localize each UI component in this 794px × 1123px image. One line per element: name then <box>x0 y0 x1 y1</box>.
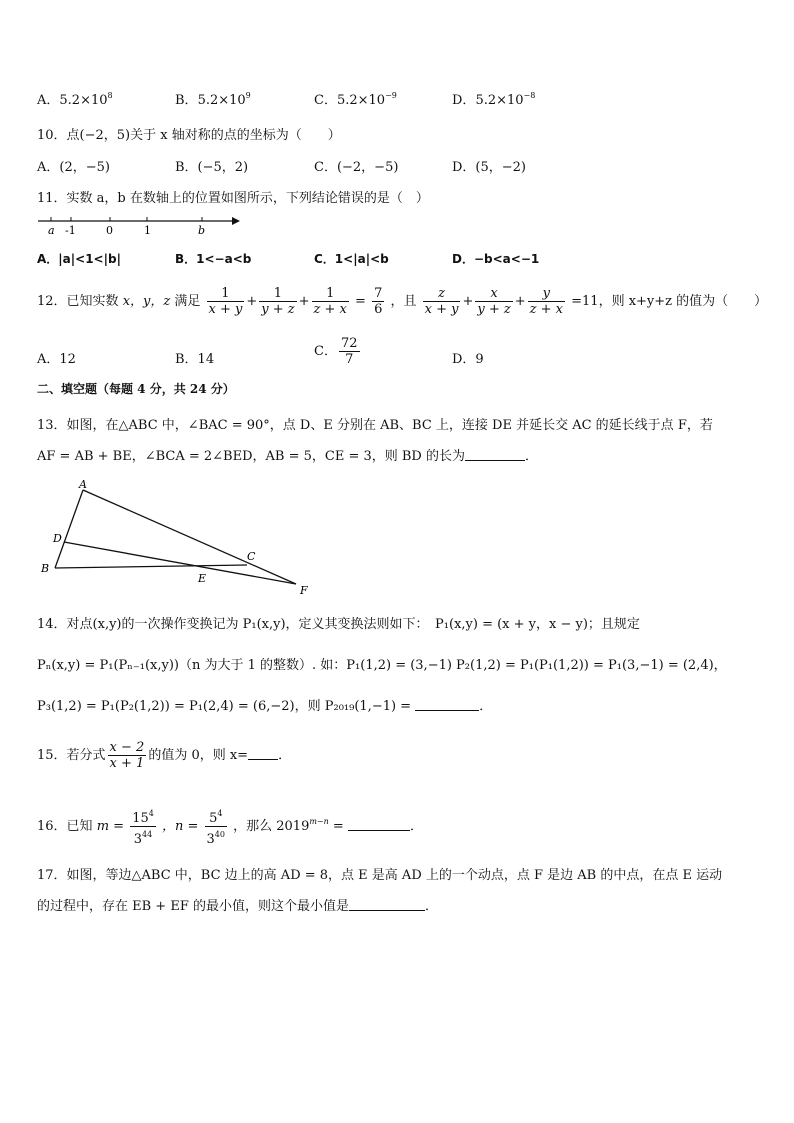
q16-stem: 16．已知 m = $\frac{15^4}{3^{44}}$ ，n = $\frac{5^4}{3^{40}}$ ，那么 $2019^{m-n}$ = ． <box>37 806 423 847</box>
q17-answer-blank <box>349 898 425 911</box>
section-title: 二、填空题（每题 4 分，共 24 分） <box>37 382 235 396</box>
q11-option-b: B．1<−a<b <box>175 252 252 266</box>
label-C: C <box>247 550 256 563</box>
q16-answer-blank <box>348 818 410 831</box>
q14-line1: 14．对点(x,y)的一次操作变换记为 P₁(x,y)，定义其变换法则如下： P₁(x,y) = (x + y，x − y)；且规定 <box>37 617 640 632</box>
q9-option-d: D．$5.2\times 10^{-8}$ <box>452 91 536 108</box>
q12-option-b: B．14 <box>175 352 215 367</box>
q12-frac-4: $\frac{z}{x + y}$ <box>424 286 459 317</box>
segment-df <box>64 542 296 584</box>
q13-answer-blank <box>465 448 525 461</box>
label-B: B <box>41 562 50 575</box>
q12-stem: 12．已知实数 x，y，z 满足 $\frac{1}{x + y}$ + $\frac{1}{y + z}$ + $\frac{1}{z + x}$ = $\frac{7}{6}$ ，且 $\frac{z}{x + y}$ + $\frac{x}{y + z}$ + $\frac{y}{z + x}$ =11，则 x+y+z 的值为（ ） <box>37 286 768 317</box>
q9-option-a: A．$5.2\times 10^8$ <box>37 91 113 108</box>
q15-stem: 15．若分式 $\frac{x - 2}{x + 1}$ 的值为 0，则 x= ． <box>37 740 292 771</box>
q12-frac-5: $\frac{x}{y + z}$ <box>477 286 511 317</box>
label-D: D <box>53 532 62 545</box>
q12-frac-3: $\frac{1}{z + x}$ <box>313 286 347 317</box>
q14-line3: P₃(1,2) = P₁(P₂(1,2)) = P₁(2,4) = (6,−2)，则 P₂₀₁₉(1,−1) = ． <box>37 699 493 714</box>
q10-stem: 10．点(−2，5)关于 x 轴对称的点的坐标为（ ） <box>37 128 341 143</box>
q16-m-fraction: $\frac{15^4}{3^{44}}$ <box>130 806 156 847</box>
q10-option-b: B．(−5，2) <box>175 160 249 175</box>
q12-frac-result: $\frac{7}{6}$ <box>374 286 383 317</box>
q12-frac-6: $\frac{y}{z + x}$ <box>529 286 563 317</box>
q14-answer-blank <box>415 698 479 711</box>
label-1: 1 <box>144 224 151 237</box>
label-E: E <box>198 572 207 585</box>
q11-option-a: A．|a|<1<|b| <box>37 252 121 266</box>
segment-af <box>83 490 296 584</box>
number-line-arrow <box>232 217 240 225</box>
label-a: a <box>48 224 55 237</box>
q17-line2: 的过程中，存在 EB + EF 的最小值，则这个最小值是 ． <box>37 899 438 914</box>
label-0: 0 <box>106 224 113 237</box>
q11-option-d: D．−b<a<−1 <box>452 252 540 266</box>
label-b: b <box>198 224 206 237</box>
q16-n-fraction: $\frac{5^4}{3^{40}}$ <box>205 806 227 847</box>
q11-stem: 11．实数 a，b 在数轴上的位置如图所示，下列结论错误的是（ ） <box>37 191 429 206</box>
label-neg1: -1 <box>65 224 76 237</box>
q12-frac-1: $\frac{1}{x + y}$ <box>208 286 243 317</box>
q12-frac-2: $\frac{1}{y + z}$ <box>261 286 295 317</box>
q11-option-c: C．1<|a|<b <box>314 252 389 266</box>
q10-option-a: A．(2，−5) <box>37 160 110 175</box>
q9-option-c: C．$5.2\times 10^{-9}$ <box>314 91 397 108</box>
segment-ab <box>55 490 83 568</box>
q13-line2: AF = AB + BE，∠BCA = 2∠BED，AB = 5，CE = 3，则 BD 的长为 ． <box>37 449 539 464</box>
q11-number-line <box>36 212 246 240</box>
q12-option-a: A．12 <box>37 352 76 367</box>
label-F: F <box>300 584 308 596</box>
q10-option-c: C．(−2，−5) <box>314 160 399 175</box>
label-A: A <box>79 478 87 491</box>
q10-option-d: D．(5，−2) <box>452 160 527 175</box>
q13-triangle-figure <box>36 476 316 596</box>
q12-option-d: D．9 <box>452 352 484 367</box>
q12-option-c: C． $\frac{72}{7}$ <box>314 336 358 367</box>
q15-fraction: $\frac{x - 2}{x + 1}$ <box>109 740 145 771</box>
q13-line1: 13．如图，在△ABC 中，∠BAC = 90°，点 D、E 分别在 AB、BC 上，连接 DE 并延长交 AC 的延长线于点 F，若 <box>37 418 713 433</box>
segment-bc <box>55 565 247 568</box>
q17-line1: 17．如图，等边△ABC 中，BC 边上的高 AD = 8，点 E 是高 AD 上的一个动点，点 F 是边 AB 的中点，在点 E 运动 <box>37 868 723 883</box>
q14-line2: Pₙ(x,y) = P₁(Pₙ₋₁(x,y))（n 为大于 1 的整数）. 如：P₁(1,2) = (3,−1) P₂(1,2) = P₁(P₁(1,2)) = P₁(3,−1) = (2,4)， <box>37 658 727 673</box>
q9-option-b: B．$5.2\times 10^9$ <box>175 91 251 108</box>
q15-answer-blank <box>248 747 278 760</box>
